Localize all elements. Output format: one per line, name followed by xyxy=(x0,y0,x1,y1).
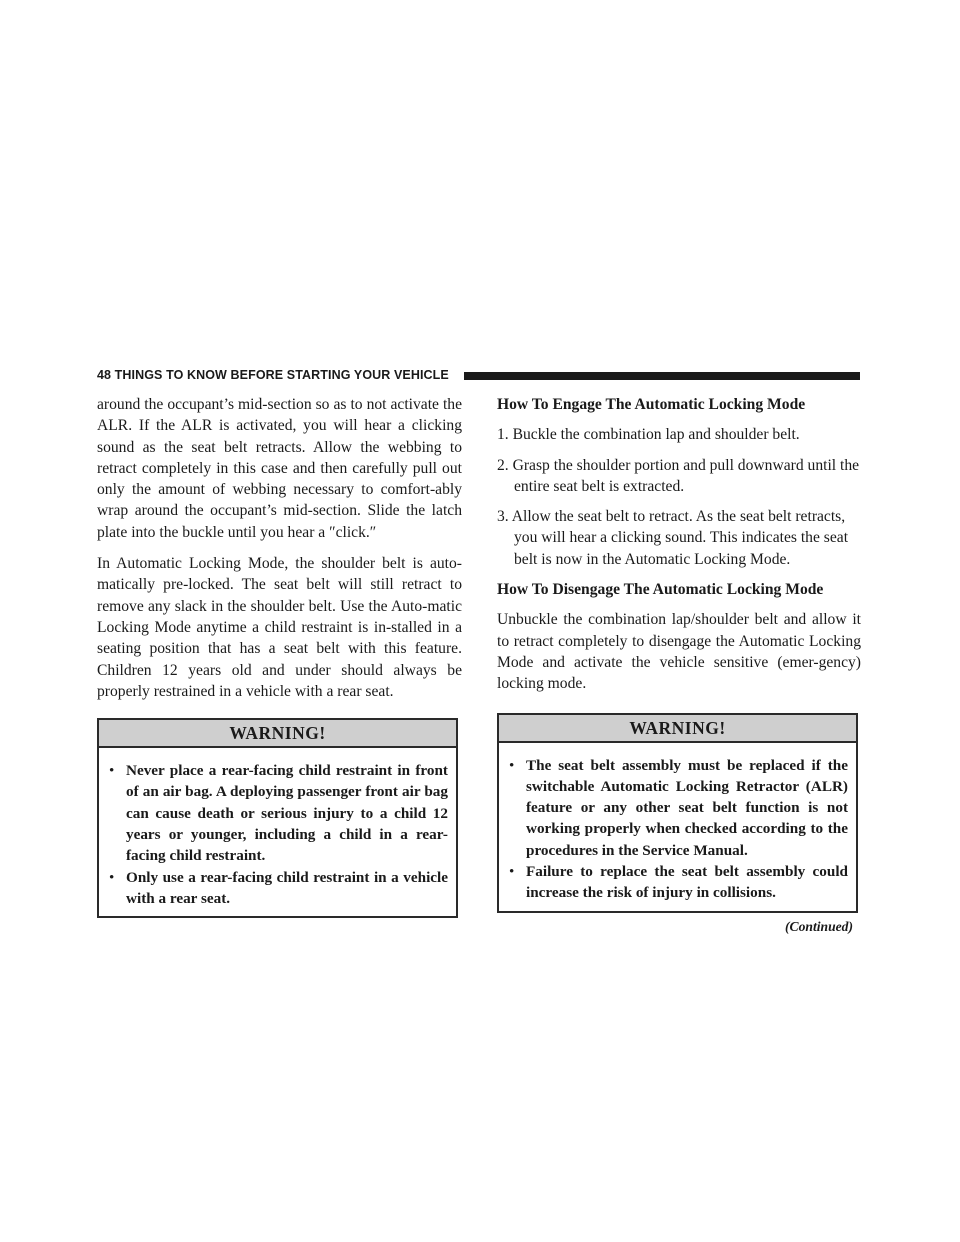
right-column xyxy=(497,394,861,936)
bullet-icon: • xyxy=(109,868,115,886)
warning-item xyxy=(507,755,848,861)
bullet-icon: • xyxy=(509,756,515,774)
warning-item xyxy=(107,867,448,910)
body-paragraph: around the occupant’s mid-section so as to not activate the ALR. If the ALR is activated, you will hear a clicking sound as the seat belt retracts. Allow the webbing to retract completely in this case and then carefully pull out only the amount of webbing necessary to comfort-ably wrap around the occupant’s mid-section. Slide the latch plate into the buckle until you hear a ″click.″ xyxy=(97,396,462,541)
header-rule xyxy=(464,372,860,380)
warning-item xyxy=(507,861,848,904)
warning-title: WARNING! xyxy=(499,715,856,743)
warning-box xyxy=(497,713,858,913)
section-heading: How To Engage The Automatic Locking Mode xyxy=(497,396,806,413)
warning-list xyxy=(99,748,456,916)
warning-item xyxy=(107,760,448,866)
warning-list xyxy=(499,743,856,911)
body-paragraph: Unbuckle the combination lap/shoulder belt and allow it to retract completely to disengage the Automatic Locking Mode and activate the vehicle sensitive (emer-gency) locking mode. xyxy=(497,611,861,693)
step-item: 3. Allow the seat belt to retract. As the seat belt retracts, you will hear a clicking sound. This indicates the seat belt is now in the Automatic Locking Mode. xyxy=(497,508,849,568)
steps-list xyxy=(497,424,861,570)
body-paragraph: In Automatic Locking Mode, the shoulder belt is auto-matically pre-locked. The seat belt will still retract to remove any slack in the shoulder belt. Use the Auto-matic Locking Mode anytime a child restraint is in-stalled in a seating position that has a seat belt with this feature. Children 12 years old and under should always be properly restrained in a vehicle with a rear seat. xyxy=(97,555,462,700)
page-header xyxy=(97,366,860,384)
bullet-icon: • xyxy=(109,762,115,780)
step-item: 1. Buckle the combination lap and shoulder belt. xyxy=(497,426,800,444)
warning-item-text: Only use a rear-facing child restraint in a vehicle with a rear seat. xyxy=(126,868,448,907)
left-column xyxy=(97,394,462,918)
continued-note: (Continued) xyxy=(785,918,853,934)
warning-title: WARNING! xyxy=(99,720,456,748)
warning-item-text: Failure to replace the seat belt assembly could increase the risk of injury in collisions. xyxy=(526,863,848,902)
warning-item-text: Never place a rear-facing child restraint in front of an air bag. A deploying passenger front air bag can cause death or serious injury to a child 12 years or younger, including a child in a rear-facing child restraint. xyxy=(126,762,448,865)
warning-box xyxy=(97,718,458,918)
page-number-and-section-title: 48 THINGS TO KNOW BEFORE STARTING YOUR VEHICLE xyxy=(97,368,449,382)
warning-item-text: The seat belt assembly must be replaced if the switchable Automatic Locking Retractor (ALR) feature or any other seat belt function is not working properly when checked according to the procedures in the Service Manual. xyxy=(526,756,848,859)
step-item: 2. Grasp the shoulder portion and pull downward until the entire seat belt is extracted. xyxy=(497,456,860,495)
bullet-icon: • xyxy=(509,863,515,881)
section-heading: How To Disengage The Automatic Locking Mode xyxy=(497,581,824,599)
